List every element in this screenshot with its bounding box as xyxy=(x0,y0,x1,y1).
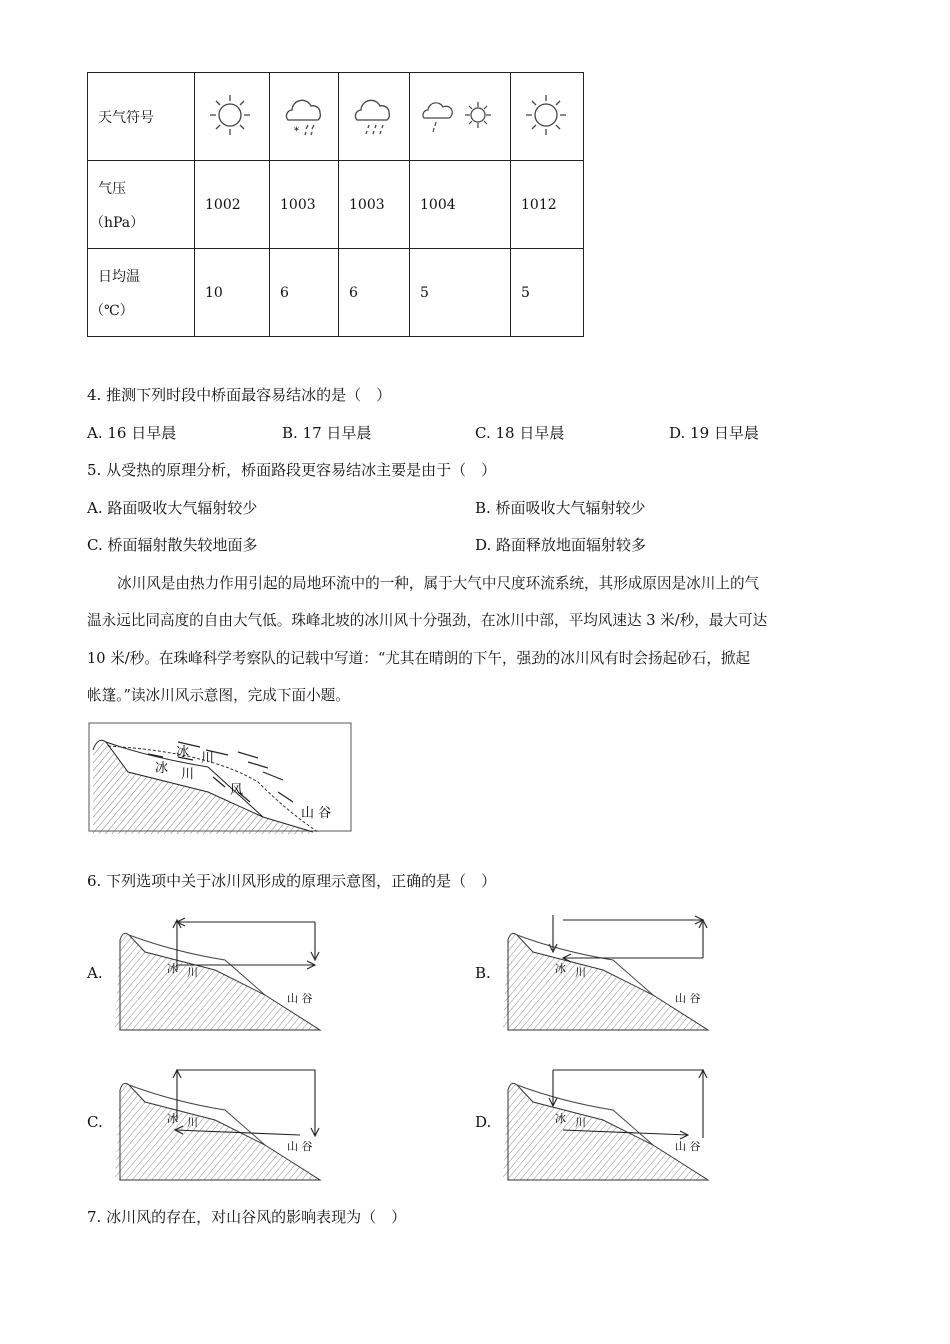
svg-text:风: 风 xyxy=(230,783,244,798)
svg-text:冰: 冰 xyxy=(555,1112,566,1125)
cell: 5 xyxy=(410,249,511,337)
svg-text:川: 川 xyxy=(201,751,215,766)
q5-option-d: D. 路面释放地面辐射较多 xyxy=(475,536,647,554)
weather-table xyxy=(87,72,584,337)
svg-text:冰: 冰 xyxy=(176,745,190,760)
svg-text:山 谷: 山 谷 xyxy=(301,806,332,821)
svg-text:川: 川 xyxy=(181,767,195,782)
q5-stem: 5. 从受热的原理分析，桥面路段更容易结冰主要是由于（ ） xyxy=(87,461,497,479)
passage-line: 10 米/秒。在珠峰科学考察队的记载中写道：“尤其在晴朗的下午，强劲的冰川风有时会扬起砂石，掀起 xyxy=(87,650,751,667)
svg-text:山 谷: 山 谷 xyxy=(287,992,313,1005)
q4-option-d: D. 19 日早晨 xyxy=(669,424,759,442)
cell: 1003 xyxy=(270,161,339,249)
svg-text:山 谷: 山 谷 xyxy=(675,992,701,1005)
cell: 1004 xyxy=(410,161,511,249)
svg-text:川: 川 xyxy=(187,966,198,979)
option-b-diagram[interactable] xyxy=(503,910,718,1035)
svg-text:山 谷: 山 谷 xyxy=(287,1140,313,1153)
svg-text:冰: 冰 xyxy=(555,962,566,975)
svg-text:冰: 冰 xyxy=(155,761,169,776)
cell: 6 xyxy=(339,249,410,337)
passage-line: 温永远比同高度的自由大气低。珠峰北坡的冰川风十分强劲，在冰川中部，平均风速达 3 米/秒，最大可达 xyxy=(87,612,768,629)
svg-text:川: 川 xyxy=(187,1116,198,1129)
passage-line: 帐篷。”读冰川风示意图，完成下面小题。 xyxy=(87,687,350,704)
row-label-pressure: 气压 （hPa） xyxy=(88,161,195,249)
q5-option-a: A. 路面吸收大气辐射较少 xyxy=(87,499,258,517)
q6-option-a-label[interactable]: A. xyxy=(87,964,103,982)
q4-stem: 4. 推测下列时段中桥面最容易结冰的是（ ） xyxy=(87,386,392,404)
q6-option-c-label[interactable]: C. xyxy=(87,1113,103,1131)
cell: 10 xyxy=(195,249,270,337)
q4-option-b: B. 17 日早晨 xyxy=(282,424,372,442)
passage-line: 冰川风是由热力作用引起的局地环流中的一种，属于大气中尺度环流系统，其形成原因是冰川上的气 xyxy=(117,575,760,592)
option-d-diagram[interactable] xyxy=(503,1060,718,1185)
cloud-light-rain-sun-icon xyxy=(410,73,511,161)
cloud-rain-icon xyxy=(339,73,410,161)
svg-text:川: 川 xyxy=(575,966,586,979)
q4-option-a: A. 16 日早晨 xyxy=(87,424,177,442)
cell: 1012 xyxy=(511,161,584,249)
cloud-snow-rain-icon xyxy=(270,73,339,161)
sun-icon xyxy=(511,73,584,161)
cell: 1002 xyxy=(195,161,270,249)
q7-stem: 7. 冰川风的存在，对山谷风的影响表现为（ ） xyxy=(87,1208,407,1226)
svg-text:山 谷: 山 谷 xyxy=(675,1140,701,1153)
option-a-diagram[interactable] xyxy=(115,910,330,1035)
svg-text:*: * xyxy=(294,125,299,137)
svg-text:川: 川 xyxy=(575,1116,586,1129)
q5-option-c: C. 桥面辐射散失较地面多 xyxy=(87,536,258,554)
row-label: 天气符号 xyxy=(88,73,195,161)
cell: 6 xyxy=(270,249,339,337)
svg-text:冰: 冰 xyxy=(167,1112,178,1125)
cell: 5 xyxy=(511,249,584,337)
q6-option-b-label[interactable]: B. xyxy=(475,964,491,982)
svg-text:冰: 冰 xyxy=(167,962,178,975)
cell: 1003 xyxy=(339,161,410,249)
q4-option-c: C. 18 日早晨 xyxy=(475,424,565,442)
q5-option-b: B. 桥面吸收大气辐射较少 xyxy=(475,499,646,517)
option-c-diagram[interactable] xyxy=(115,1060,330,1185)
row-label-temp: 日均温 （℃） xyxy=(88,249,195,337)
sun-icon xyxy=(195,73,270,161)
q6-option-d-label[interactable]: D. xyxy=(475,1113,492,1131)
glacier-wind-figure xyxy=(88,722,353,834)
q6-stem: 6. 下列选项中关于冰川风形成的原理示意图，正确的是（ ） xyxy=(87,872,497,890)
